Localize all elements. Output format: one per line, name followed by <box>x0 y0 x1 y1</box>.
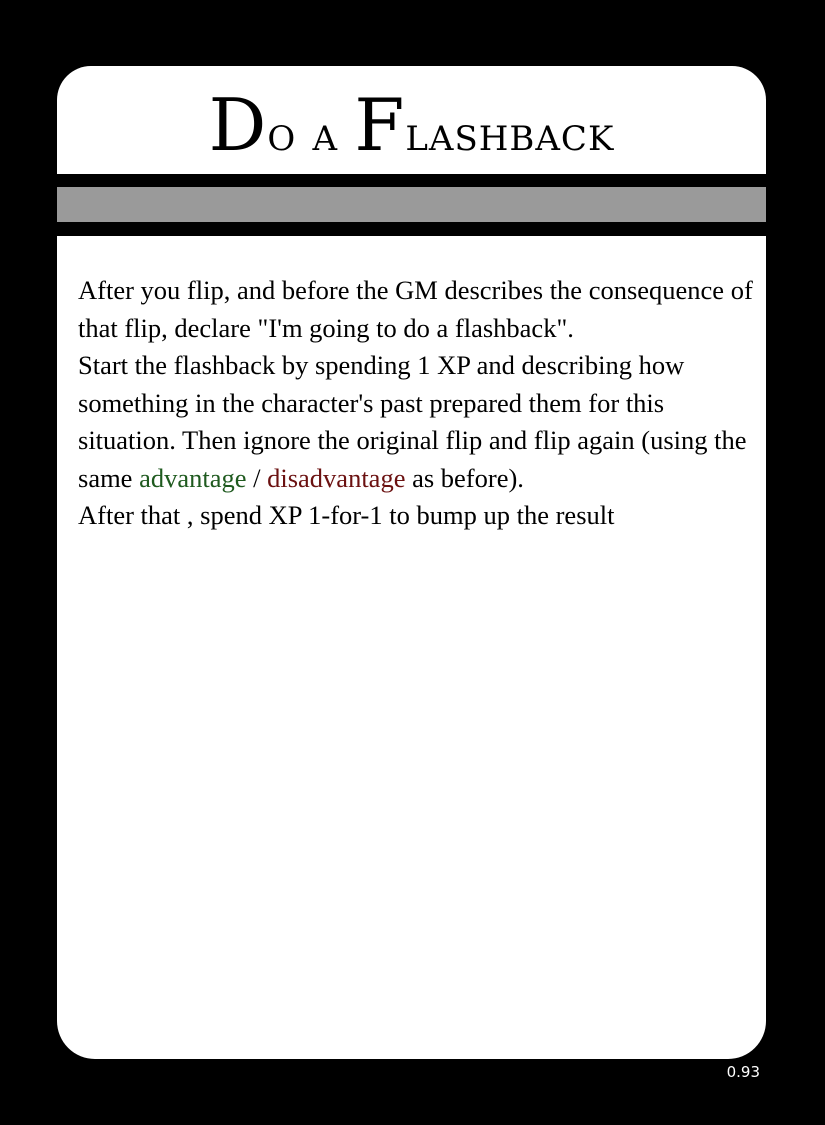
title-initial-d: D <box>208 83 268 167</box>
rules-paragraph-1: After you flip, and before the GM describes the consequence of that flip, declare "I'm going to do a flashback". <box>78 275 753 343</box>
title-panel <box>57 66 766 174</box>
version-label: 0.93 <box>726 1063 760 1081</box>
card-title <box>57 66 766 167</box>
title-rest-1: o a <box>267 106 355 162</box>
title-rest-2: lashback <box>405 106 615 162</box>
rules-text <box>78 272 758 535</box>
keyword-separator: / <box>246 462 268 493</box>
keyword-advantage: advantage <box>139 462 247 493</box>
gray-band <box>57 187 766 222</box>
rules-paragraph-2-start: Start the flashback by spending 1 XP and describing how something in the character's past prepared them for this situation. Then ignore the original flip and flip again (using the same <box>78 350 747 493</box>
keyword-disadvantage: disadvantage <box>267 462 406 493</box>
rules-paragraph-2-end: as before). <box>405 462 524 493</box>
body-panel <box>57 236 766 1059</box>
title-initial-f: F <box>354 83 406 167</box>
rules-paragraph-3: After that , spend XP 1-for-1 to bump up the result <box>78 500 615 530</box>
rules-paragraph-2 <box>78 347 758 497</box>
